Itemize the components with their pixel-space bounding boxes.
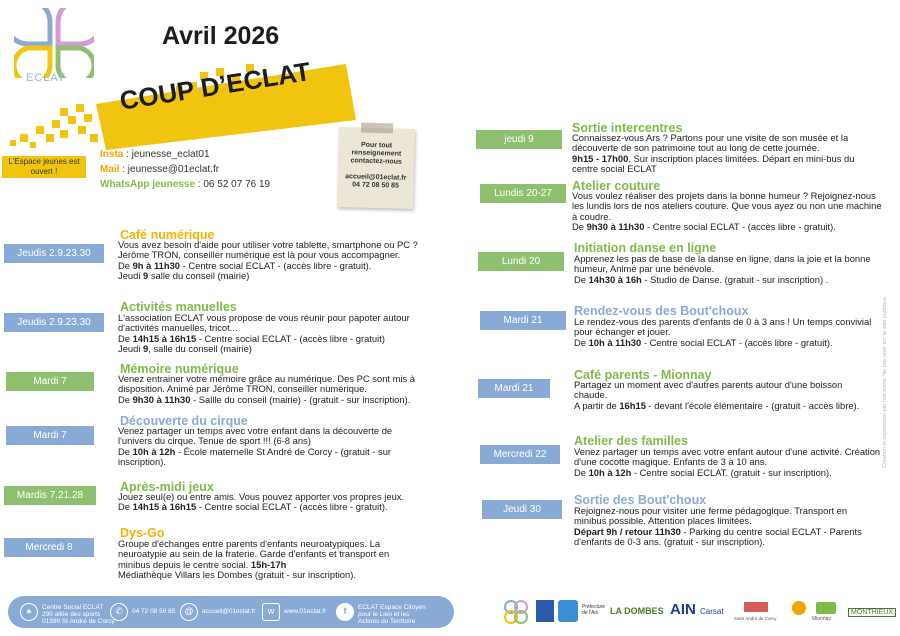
event-description: Apprenez les pas de base de la danse en ligne, dans la joie et la bonne humeur, Animé par une bénévole. De 14h30 à 16h - Studio de Danse. (gratuit - sur inscription) . (574, 253, 871, 285)
event-title: Dys-Go (120, 526, 165, 540)
event-description: Jouez seul(e) ou entre amis. Vous pouvez apporter vos propres jeux. De 14h15 à 16h15 - Centre social ECLAT - (accès libre - gratuit). (118, 491, 405, 513)
event-title: Café numérique (120, 228, 215, 242)
event-description: Vous avez besoin d'aide pour utiliser votre tablette, smartphone ou PC ? Jérôme TRON, conseiller numérique est là pour vous accompagner. De 9h à 11h30 - Centre social ECLAT - (accès libre - gratuit). Jeudi 9 salle du conseil (mairie) (118, 239, 418, 282)
logo-word: ECLAT (26, 72, 66, 84)
event-title: Après-midi jeux (120, 480, 214, 494)
footer-contact-bar (8, 596, 454, 628)
note-email[interactable]: accueil@01eclat.fr (345, 173, 407, 182)
footer-phone[interactable]: 04 72 08 50 85 (132, 608, 176, 615)
youth-contact (100, 147, 270, 192)
phone-icon: ✆ (110, 603, 128, 621)
event-date: Mercredi 8 (4, 538, 94, 557)
event-date: Mardi 7 (6, 426, 94, 445)
standre-logo-icon (744, 602, 768, 612)
partner-prefecture: Préfecture de l'Ain (582, 604, 606, 616)
event-title: Sortie des Bout'choux (574, 493, 707, 507)
partner-mionnay: Mionnay (812, 616, 831, 622)
event-title: Mémoire numérique (120, 362, 239, 376)
whatsapp-number[interactable]: : 06 52 07 76 19 (195, 179, 271, 190)
mionnay-logo-icon (816, 602, 836, 614)
web-icon: w (262, 603, 280, 621)
insta-label: Insta (100, 149, 124, 160)
event-date: Lundis 20-27 (480, 184, 566, 203)
event-date: Mardi 21 (478, 379, 550, 398)
footer-address: Centre Social ECLAT 290 allée des sports 01390 St André de Corcy (42, 604, 115, 625)
event-description: Vous voulez réaliser des projets dans la bonne humeur ? Rejoignez-nous les lundis lors de nos ateliers couture. Que vous ayez ou non une machine à coudre. De 9h30 à 11h30 - Centre social ECLAT - (accès libre - gratuit). (572, 190, 882, 233)
event-date: jeudi 9 (476, 130, 562, 149)
partner-monthieux: MONTHIEUX (848, 608, 896, 617)
partner-ain: AIN (670, 601, 696, 618)
insta-line (100, 147, 270, 162)
event-title: Rendez-vous des Bout'choux (574, 304, 749, 318)
event-date: Lundi 20 (478, 252, 564, 271)
event-date: Mardis 7.21.28 (4, 486, 96, 505)
whatsapp-label: WhatsApp jeunesse (100, 179, 196, 190)
event-title: Atelier couture (572, 179, 661, 193)
mail-address[interactable]: : jeunesse@01eclat.fr (119, 164, 220, 175)
info-note (337, 127, 415, 209)
partner-standre: Saint André de Corcy (734, 616, 777, 621)
note-phone[interactable]: 04 72 08 50 85 (352, 181, 399, 190)
event-description: Rejoignez-nous pour visiter une ferme pédagogique. Transport en minibus possible. Attention places limitées. Départ 9h / retour 11h30 - Parking du centre social ECLAT - Parents d'enfants de 0-3 ans. (gratuit - sur inscription). (574, 505, 862, 548)
banner-title: COUP D’ECLAT (117, 56, 313, 116)
event-title: Activités manuelles (120, 300, 237, 314)
event-date: Mardi 21 (480, 311, 566, 330)
badge-logo-icon (792, 601, 806, 615)
event-title: Sortie intercentres (572, 121, 683, 135)
event-date: Mercredi 22 (480, 445, 560, 464)
mail-icon: @ (180, 603, 198, 621)
event-description: Venez partager un temps avec votre enfant autour d'une activité. Création d'une cocotte magique. Enfants de 3 à 10 ans. De 10h à 12h - Centre social ECLAT. (gratuit - sur inscription). (574, 446, 881, 478)
event-description: Partagez un moment avec d'autres parents autour d'une boisson chaude. A partir de 16h15 - devant l'école élémentaire - (gratuit - accès libre). (574, 379, 860, 411)
whatsapp-line (100, 177, 270, 192)
event-title: Initiation danse en ligne (574, 241, 717, 255)
event-description: Venez entrainer votre mémoire grâce au numérique. Des PC sont mis à disposition. Animé par Jérôme TRON, conseiller numérique. De 9h30 à 11h30 - Sallle du conseil (mairie) - (gratuit - sur inscription). (118, 373, 416, 405)
footer-website[interactable]: www.01eclat.fr (284, 608, 327, 615)
event-date: Jeudi 30 (482, 500, 562, 519)
youth-open-tag: L'Espace jeunes est ouvert ! (2, 156, 86, 178)
event-description: Venez partager un temps avec votre enfant dans la découverte de l'univers du cirque. Tenue de sport !!! (6-8 ans) De 10h à 12h - École maternelle St André de Corcy - (gratuit - sur inscription). (118, 425, 393, 468)
event-date: Mardi 7 (6, 372, 94, 391)
event-date: Jeudis 2.9.23.30 (4, 313, 104, 332)
event-description: L'association ECLAT vous propose de vous réunir pour papoter autour d'activités manuelles, tricot... De 14h15 à 16h15 - Centre social ECLAT - (accès libre - gratuit) Jeudi 9, salle du conseil (mairie) (118, 312, 410, 355)
event-title: Café parents - Mionnay (574, 368, 712, 382)
msa-logo-icon (558, 600, 578, 622)
event-description: Connaissez-vous Ars ? Partons pour une visite de son musée et la découverte de son patrimoine tout au long de cette journée. 9h15 - 17h00. Sur inscription places limitées. Départ en mini-bus du centre social ECLAT (572, 132, 855, 175)
event-title: Atelier des familles (574, 434, 688, 448)
note-line: contactez-nous (350, 157, 402, 166)
print-notice: Création et impression par nos soins. Ne pas jeter sur la voie publique. (882, 295, 888, 468)
mail-line (100, 162, 270, 177)
facebook-icon: f (336, 603, 354, 621)
event-description: Groupe d'échanges entre parents d'enfants neuroatypiques. La neuroatypie au sein de la fraterie. Garde d'enfants et transport en minibus depuis le centre social. 15h-17h Médiathèque Villars les Dombes (gratuit - sur inscription). (118, 538, 390, 581)
event-description: Le rendez-vous des parents d'enfants de 0 à 3 ans ! Un temps convivial pour échanger et jouer. De 10h à 11h30 - Centre social ECLAT - (accès libre - gratuit). (574, 316, 872, 348)
partner-logos (500, 596, 892, 628)
footer-facebook[interactable]: ECLAT Espace Citoyen pour le Lien et les Actions du Territoire (358, 604, 426, 625)
eclat-small-logo-icon (502, 598, 530, 626)
footer-email[interactable]: accueil@01eclat.fr (202, 608, 256, 615)
note-line: Pour tout (360, 141, 393, 150)
insta-handle[interactable]: : jeunesse_eclat01 (123, 149, 210, 160)
mail-label: Mail (100, 164, 120, 175)
page-title: Avril 2026 (162, 22, 280, 50)
caf-logo-icon (536, 600, 554, 622)
partner-ladombes: LA DOMBES (610, 606, 664, 616)
event-title: Découverte du cirque (120, 414, 248, 428)
partner-carsat: Carsat (700, 607, 724, 616)
tape-graphic (361, 123, 393, 134)
event-date: Jeudis 2.9.23.30 (4, 244, 104, 263)
location-pin-icon: ● (20, 603, 38, 621)
note-line: renseignement (351, 149, 402, 158)
